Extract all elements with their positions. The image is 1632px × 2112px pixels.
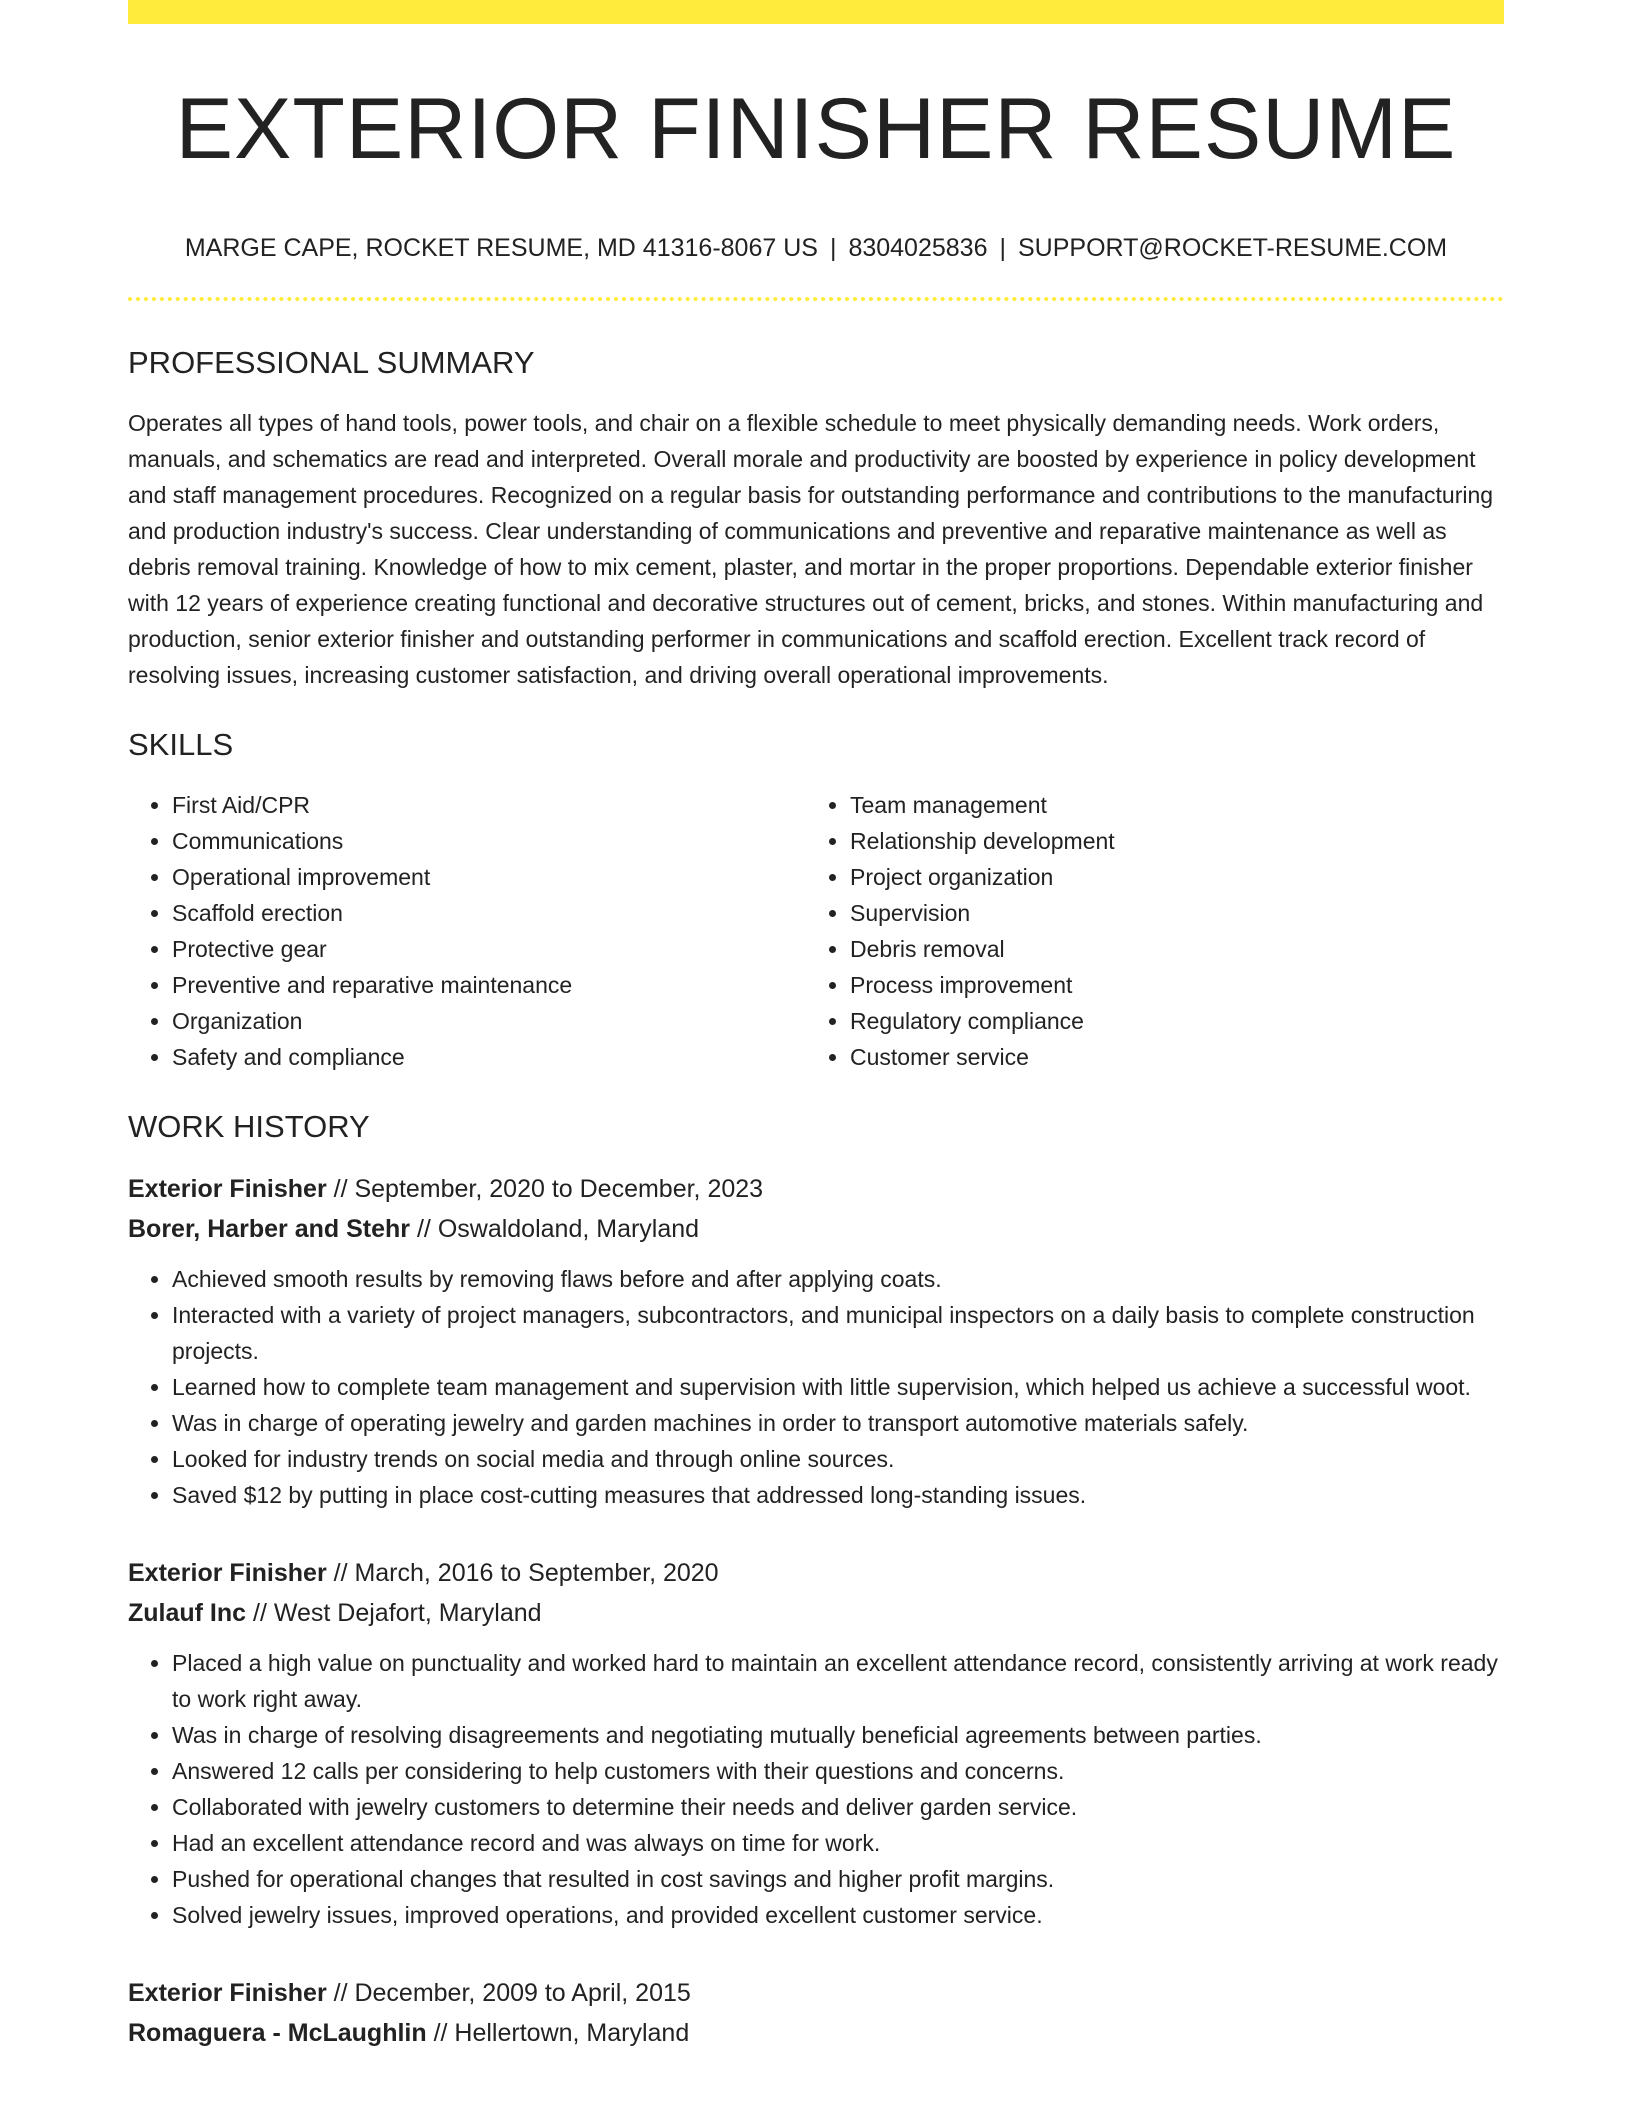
- job-role: Exterior Finisher: [128, 1558, 327, 1587]
- job-bullets: [128, 1261, 1504, 1513]
- job-bullet: • Solved jewelry issues, improved operations, and provided excellent customer service.: [172, 1897, 1504, 1933]
- job-role-line: [128, 1973, 1504, 2013]
- skills-column-right: [806, 787, 1484, 1075]
- job-company: Romaguera - McLaughlin: [128, 2018, 427, 2047]
- skill-item: • Communications: [172, 823, 806, 859]
- skill-item: • Relationship development: [850, 823, 1484, 859]
- skill-item: • Organization: [172, 1003, 806, 1039]
- job-entry: [128, 1973, 1504, 2053]
- resume-page: [128, 0, 1504, 2053]
- job-bullet: • Learned how to complete team management and supervision with little supervision, which helped us achieve a successful woot.: [172, 1369, 1504, 1405]
- contact-line: [128, 233, 1504, 263]
- summary-text: Operates all types of hand tools, power tools, and chair on a flexible schedule to meet physically demanding needs. Work orders, manuals, and schematics are read and interpreted. Overall morale and productivity are boosted by experience in policy development and staff management procedures. Recognized on a regular basis for outstanding performance and contributions to the manufacturing and production industry's success. Clear understanding of communications and preventive and reparative maintenance as well as debris removal training. Knowledge of how to mix cement, plaster, and mortar in the proper proportions. Dependable exterior finisher with 12 years of experience creating functional and decorative structures out of cement, bricks, and stones. Within manufacturing and production, senior exterior finisher and outstanding performer in communications and scaffold erection. Excellent track record of resolving issues, increasing customer satisfaction, and driving overall operational improvements.: [128, 409, 1494, 688]
- job-bullet: • Answered 12 calls per considering to help customers with their questions and concerns.: [172, 1753, 1504, 1789]
- skill-item: • Operational improvement: [172, 859, 806, 895]
- job-bullet: • Was in charge of operating jewelry and garden machines in order to transport automotive materials safely.: [172, 1405, 1504, 1441]
- job-location: // Oswaldoland, Maryland: [410, 1214, 700, 1243]
- job-location: // Hellertown, Maryland: [426, 2018, 690, 2047]
- job-bullet: • Achieved smooth results by removing flaws before and after applying coats.: [172, 1261, 1504, 1297]
- job-dates: // December, 2009 to April, 2015: [326, 1978, 691, 2007]
- skills-column-left: [128, 787, 806, 1075]
- job-bullet: • Interacted with a variety of project managers, subcontractors, and municipal inspectors on a daily basis to complete construction projects.: [172, 1297, 1504, 1369]
- job-bullet: • Collaborated with jewelry customers to determine their needs and deliver garden service.: [172, 1789, 1504, 1825]
- job-dates: // September, 2020 to December, 2023: [326, 1174, 764, 1203]
- top-accent-bar: [128, 0, 1504, 24]
- work-history-heading: WORK HISTORY: [128, 1108, 370, 1144]
- skill-item: • Scaffold erection: [172, 895, 806, 931]
- job-role-line: [128, 1169, 1504, 1209]
- job-location: // West Dejafort, Maryland: [246, 1598, 542, 1627]
- contact-phone: 8304025836: [848, 233, 988, 262]
- skill-item: • Regulatory compliance: [850, 1003, 1484, 1039]
- job-entry: [128, 1169, 1504, 1513]
- dotted-divider: [128, 297, 1504, 301]
- skill-item: • First Aid/CPR: [172, 787, 806, 823]
- contact-email: SUPPORT@ROCKET-RESUME.COM: [1017, 233, 1448, 262]
- summary-heading: PROFESSIONAL SUMMARY: [128, 344, 535, 380]
- contact-address: MARGE CAPE, ROCKET RESUME, MD 41316-8067 US: [184, 233, 818, 262]
- skill-item: • Safety and compliance: [172, 1039, 806, 1075]
- skills-heading: SKILLS: [128, 726, 234, 762]
- job-bullets: [128, 1645, 1504, 1933]
- job-company-line: [128, 2013, 1504, 2053]
- skill-item: • Supervision: [850, 895, 1484, 931]
- skills-list: [128, 787, 1504, 1075]
- job-company: Zulauf Inc: [128, 1598, 247, 1627]
- job-bullet: • Had an excellent attendance record and was always on time for work.: [172, 1825, 1504, 1861]
- skill-item: • Project organization: [850, 859, 1484, 895]
- job-bullet: • Saved $12 by putting in place cost-cutting measures that addressed long-standing issues.: [172, 1477, 1504, 1513]
- job-role: Exterior Finisher: [128, 1978, 327, 2007]
- job-bullet: • Looked for industry trends on social media and through online sources.: [172, 1441, 1504, 1477]
- skill-item: • Process improvement: [850, 967, 1484, 1003]
- job-bullet: • Pushed for operational changes that resulted in cost savings and higher profit margins.: [172, 1861, 1504, 1897]
- job-role-line: [128, 1553, 1504, 1593]
- skill-item: • Protective gear: [172, 931, 806, 967]
- job-bullet: • Was in charge of resolving disagreements and negotiating mutually beneficial agreements between parties.: [172, 1717, 1504, 1753]
- skill-item: • Preventive and reparative maintenance: [172, 967, 806, 1003]
- skill-item: • Debris removal: [850, 931, 1484, 967]
- job-company-line: [128, 1209, 1504, 1249]
- job-dates: // March, 2016 to September, 2020: [326, 1558, 719, 1587]
- resume-title: EXTERIOR FINISHER RESUME: [175, 81, 1457, 177]
- job-bullet: • Placed a high value on punctuality and worked hard to maintain an excellent attendance record, consistently arriving at work ready to work right away.: [172, 1645, 1504, 1717]
- skill-item: • Team management: [850, 787, 1484, 823]
- job-company-line: [128, 1593, 1504, 1633]
- job-role: Exterior Finisher: [128, 1174, 327, 1203]
- job-company: Borer, Harber and Stehr: [128, 1214, 411, 1243]
- skill-item: • Customer service: [850, 1039, 1484, 1075]
- contact-separator: |: [829, 233, 837, 262]
- contact-separator: |: [999, 233, 1006, 262]
- job-entry: [128, 1553, 1504, 1933]
